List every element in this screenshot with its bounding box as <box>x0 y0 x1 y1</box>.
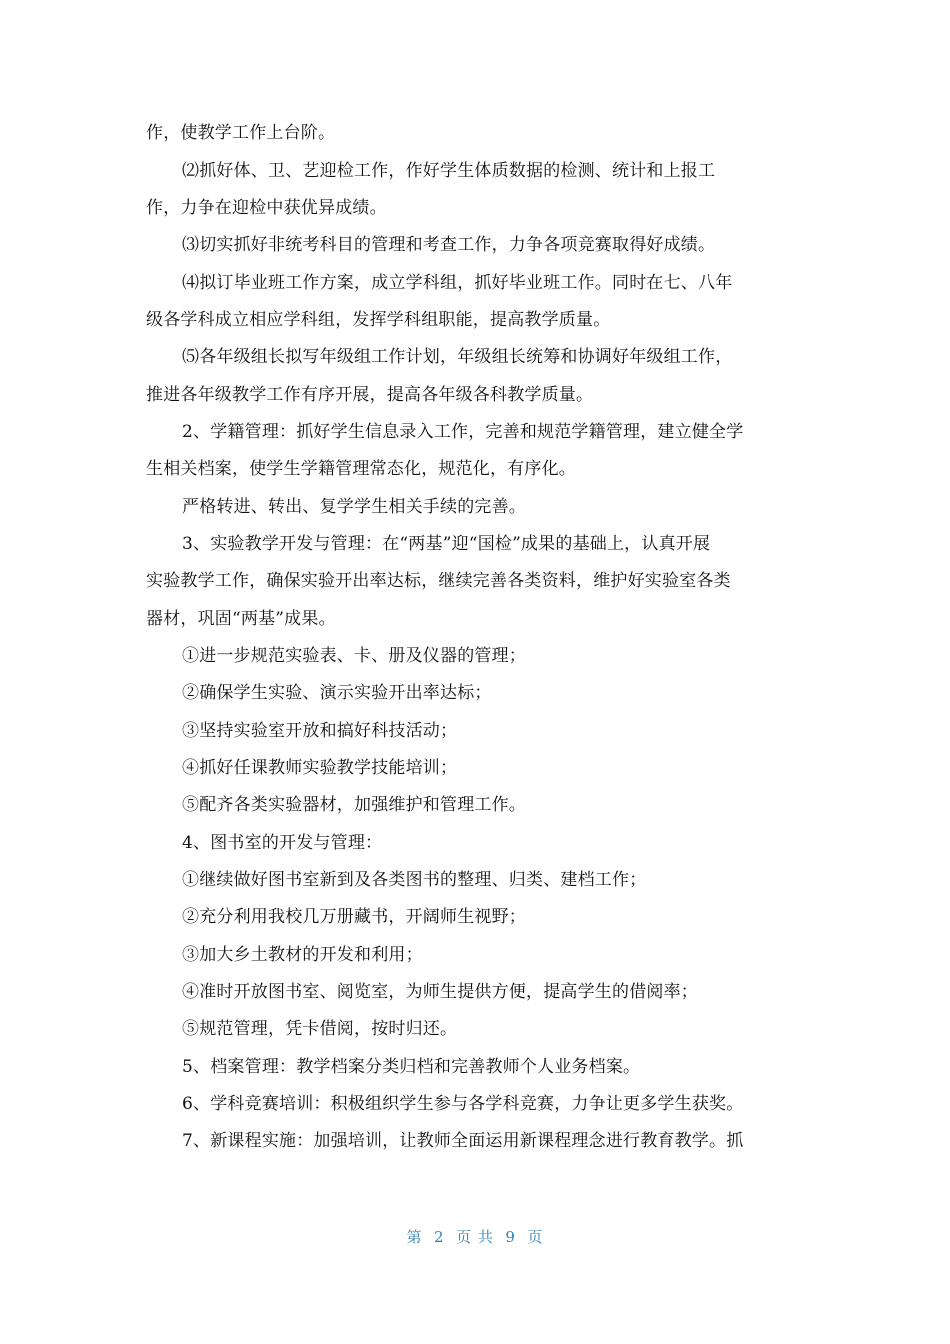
text-line: 作，力争在迎检中获优异成绩。 <box>146 198 387 218</box>
text-line: 生相关档案，使学生学籍管理常态化，规范化，有序化。 <box>146 459 576 479</box>
text-line: 2、学籍管理：抓好学生信息录入工作，完善和规范学籍管理，建立健全学 <box>182 422 744 442</box>
text-line: ⑵抓好体、卫、艺迎检工作，作好学生体质数据的检测、统计和上报工 <box>182 161 716 181</box>
text-line: 6、学科竞赛培训：积极组织学生参与各学科竞赛，力争让更多学生获奖。 <box>182 1094 744 1114</box>
text-line: 级各学科成立相应学科组，发挥学科组职能，提高教学质量。 <box>146 310 611 330</box>
text-line: ②确保学生实验、演示实验开出率达标； <box>182 683 492 703</box>
page-number-footer <box>0 1226 950 1247</box>
text-line: 3、实验教学开发与管理：在“两基”迎“国检”成果的基础上，认真开展 <box>182 534 711 554</box>
text-line: ①进一步规范实验表、卡、册及仪器的管理； <box>182 646 526 666</box>
text-line: ⑶切实抓好非统考科目的管理和考查工作，力争各项竞赛取得好成绩。 <box>182 235 716 255</box>
text-line: 推进各年级教学工作有序开展，提高各年级各科教学质量。 <box>146 385 594 405</box>
text-line: ⑸各年级组长拟写年级组工作计划，年级组长统筹和协调好年级组工作， <box>182 347 733 367</box>
text-line: 5、档案管理：教学档案分类归档和完善教师个人业务档案。 <box>182 1057 641 1077</box>
page-number-text: 第 2 页 共 9 页 <box>406 1228 544 1246</box>
text-line: 器材，巩固“两基”成果。 <box>146 609 336 629</box>
text-line: ⑤规范管理，凭卡借阅，按时归还。 <box>182 1019 458 1039</box>
text-line: ④抓好任课教师实验教学技能培训； <box>182 758 458 778</box>
text-line: ③坚持实验室开放和搞好科技活动； <box>182 721 458 741</box>
text-line: ③加大乡土教材的开发和利用； <box>182 945 423 965</box>
text-line: ⑤配齐各类实验器材，加强维护和管理工作。 <box>182 795 526 815</box>
text-line: ②充分利用我校几万册藏书，开阔师生视野； <box>182 907 526 927</box>
text-line: ④准时开放图书室、阅览室，为师生提供方便，提高学生的借阅率； <box>182 982 698 1002</box>
text-line: 严格转进、转出、复学学生相关手续的完善。 <box>182 497 526 517</box>
text-line: ⑷拟订毕业班工作方案，成立学科组，抓好毕业班工作。同时在七、八年 <box>182 273 733 293</box>
text-line: 7、新课程实施：加强培训，让教师全面运用新课程理念进行教育教学。抓 <box>182 1131 744 1151</box>
text-line: ①继续做好图书室新到及各类图书的整理、归类、建档工作； <box>182 870 647 890</box>
text-line: 4、图书室的开发与管理： <box>182 833 383 853</box>
text-line: 作，使教学工作上台阶。 <box>146 123 336 143</box>
text-line: 实验教学工作，确保实验开出率达标，继续完善各类资料，维护好实验室各类 <box>146 571 731 591</box>
